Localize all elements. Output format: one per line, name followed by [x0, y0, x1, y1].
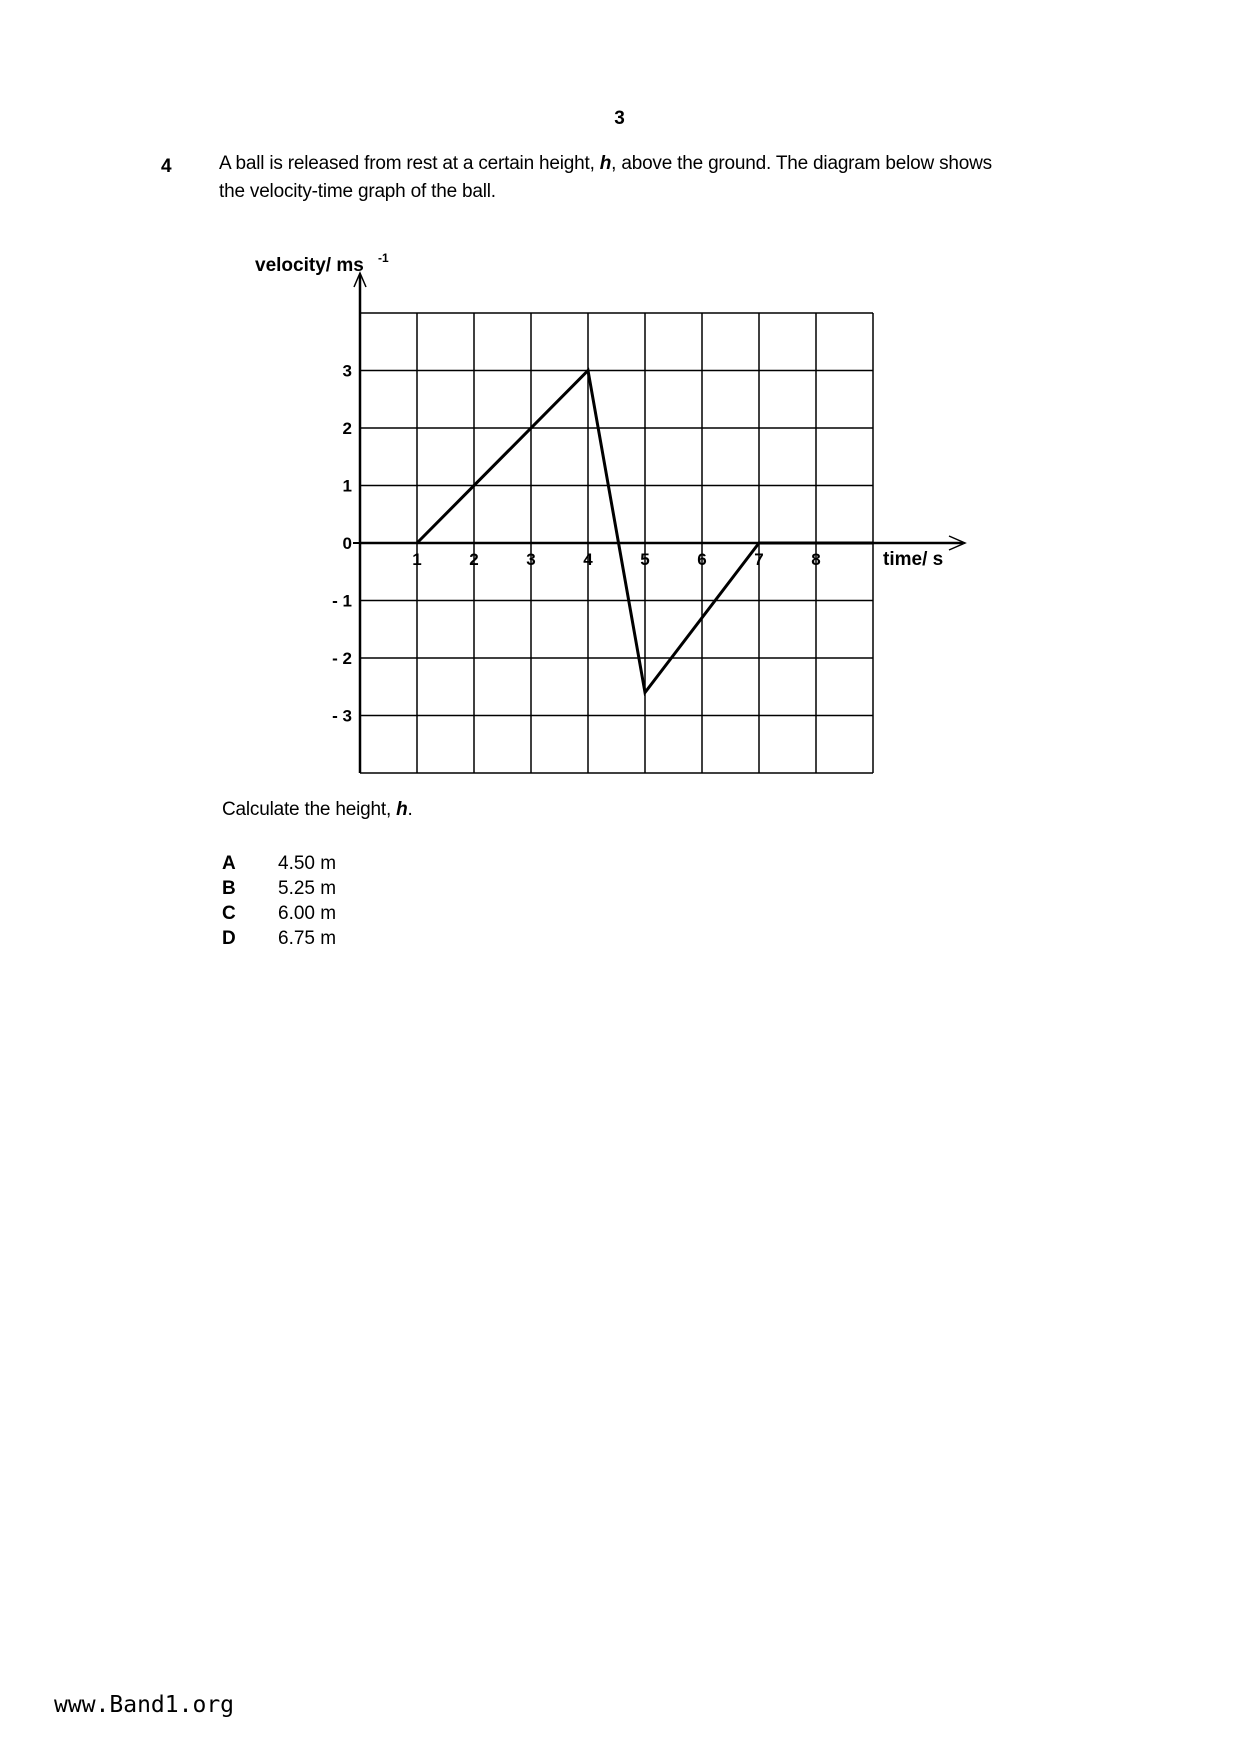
y-tick-label: 3 — [342, 361, 352, 381]
option-value: 6.00 m — [278, 903, 337, 924]
option-b[interactable] — [222, 876, 422, 901]
question-text-part-1: A ball is released from rest at a certain height, — [219, 153, 600, 174]
y-axis-label-superscript: -1 — [378, 251, 389, 265]
x-tick-label: 3 — [526, 550, 536, 569]
y-tick-label: - 2 — [332, 649, 352, 668]
y-tick-label: 1 — [342, 476, 352, 496]
y-tick-label: 2 — [342, 419, 352, 438]
footer-url: www.Band1.org — [54, 1692, 235, 1718]
x-tick-label: 5 — [640, 550, 650, 569]
y-axis-label: velocity/ ms — [255, 255, 364, 276]
height-variable: h — [599, 153, 612, 174]
answer-options — [222, 851, 422, 951]
option-c[interactable] — [222, 901, 422, 926]
y-tick-label: - 3 — [332, 706, 352, 726]
y-tick-label: 0 — [342, 534, 352, 553]
option-value: 6.75 m — [278, 928, 337, 949]
x-tick-label: 1 — [412, 550, 422, 569]
option-letter: B — [222, 878, 236, 899]
option-a[interactable] — [222, 851, 422, 876]
prompt-part-1: Calculate the height, — [222, 799, 397, 820]
x-tick-label: 4 — [583, 550, 593, 569]
x-tick-label: 6 — [697, 550, 707, 569]
option-value: 4.50 m — [278, 853, 337, 874]
option-d[interactable] — [222, 926, 422, 951]
y-tick-label: - 1 — [332, 591, 352, 611]
x-tick-label: 2 — [469, 550, 479, 569]
x-axis-label: time/ s — [883, 549, 944, 570]
x-tick-label: 8 — [811, 550, 821, 569]
question-prompt — [222, 799, 413, 821]
velocity-time-graph — [0, 0, 1239, 800]
question-number: 4 — [161, 156, 172, 177]
prompt-height-variable: h — [396, 799, 408, 820]
option-letter: D — [222, 928, 236, 949]
option-letter: C — [222, 903, 236, 924]
option-value: 5.25 m — [278, 878, 337, 899]
x-tick-label: 7 — [754, 550, 764, 569]
option-letter: A — [222, 853, 236, 874]
prompt-part-2: . — [407, 799, 413, 820]
page-number: 3 — [614, 108, 625, 129]
question-text-part-2: , above the ground. The diagram below shows the velocity-time graph of the ball. — [219, 153, 992, 202]
